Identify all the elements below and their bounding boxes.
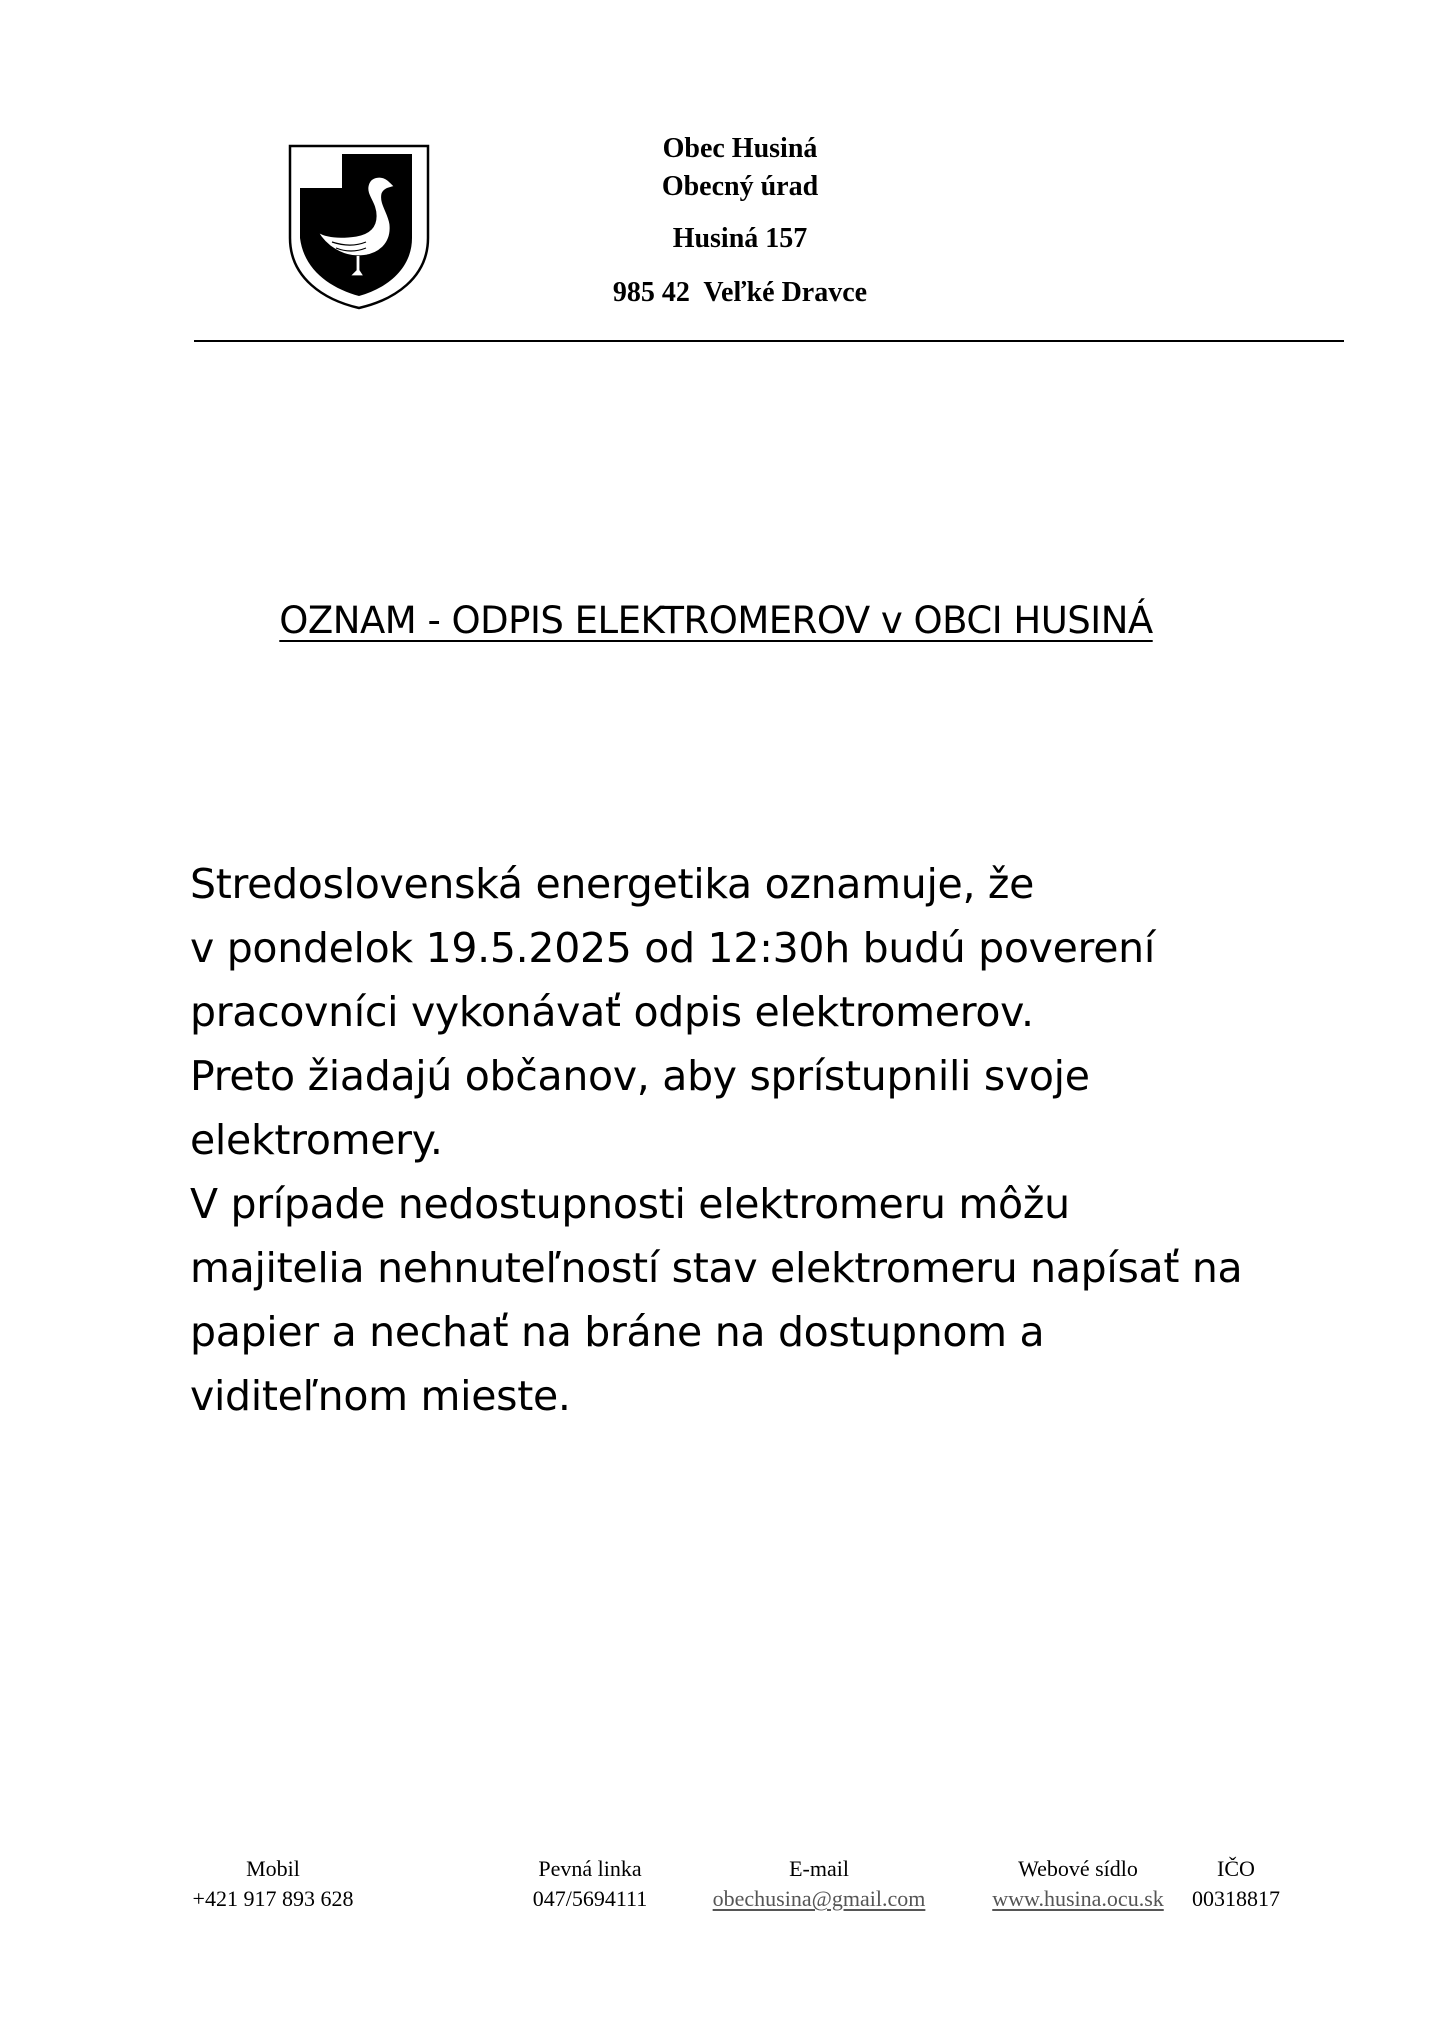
municipality-name: Obec Husiná xyxy=(662,133,818,164)
website-label: Webové sídlo xyxy=(1018,1856,1138,1881)
municipal-office: Obecný úrad xyxy=(661,171,819,202)
body-line: pracovníci vykonávať odpis elektromerov. xyxy=(190,988,1034,1036)
contact-ico xyxy=(1176,1854,1296,1914)
notice-title: OZNAM - ODPIS ELEKTROMEROV v OBCI HUSINÁ xyxy=(279,599,1153,642)
contact-landline xyxy=(520,1854,660,1914)
body-line: V prípade nedostupnosti elektromeru môžu xyxy=(190,1180,1070,1228)
email-label: E-mail xyxy=(789,1856,849,1881)
contact-mobile xyxy=(178,1854,368,1914)
body-line: Stredoslovenská energetika oznamuje, že xyxy=(190,860,1035,908)
body-line: majitelia nehnuteľností stav elektromeru napísať na xyxy=(190,1244,1243,1292)
street-address: Husiná 157 xyxy=(672,223,808,254)
landline-label: Pevná linka xyxy=(538,1856,642,1881)
header-divider xyxy=(194,340,1344,342)
website-link[interactable]: www.husina.ocu.sk xyxy=(992,1886,1164,1911)
mobile-value: +421 917 893 628 xyxy=(192,1886,354,1911)
body-line: papier a nechať na bráne na dostupnom a xyxy=(190,1308,1045,1356)
ico-label: IČO xyxy=(1217,1856,1255,1881)
body-line: v pondelok 19.5.2025 od 12:30h budú poverení xyxy=(190,924,1155,972)
municipality-header xyxy=(560,130,920,312)
coat-of-arms-goose-icon xyxy=(286,142,432,310)
postal-address: 985 42 Veľké Dravce xyxy=(612,277,868,308)
body-line: Preto žiadajú občanov, aby sprístupnili svoje xyxy=(190,1052,1090,1100)
email-link[interactable]: obechusina@gmail.com xyxy=(712,1886,926,1911)
mobile-label: Mobil xyxy=(246,1856,300,1881)
landline-value: 047/5694111 xyxy=(532,1886,648,1911)
ico-value: 00318817 xyxy=(1192,1886,1280,1911)
contact-email xyxy=(706,1854,932,1914)
body-line: viditeľnom mieste. xyxy=(190,1372,571,1420)
body-line: elektromery. xyxy=(190,1116,443,1164)
contact-website xyxy=(968,1854,1188,1914)
notice-body xyxy=(190,852,1340,1428)
